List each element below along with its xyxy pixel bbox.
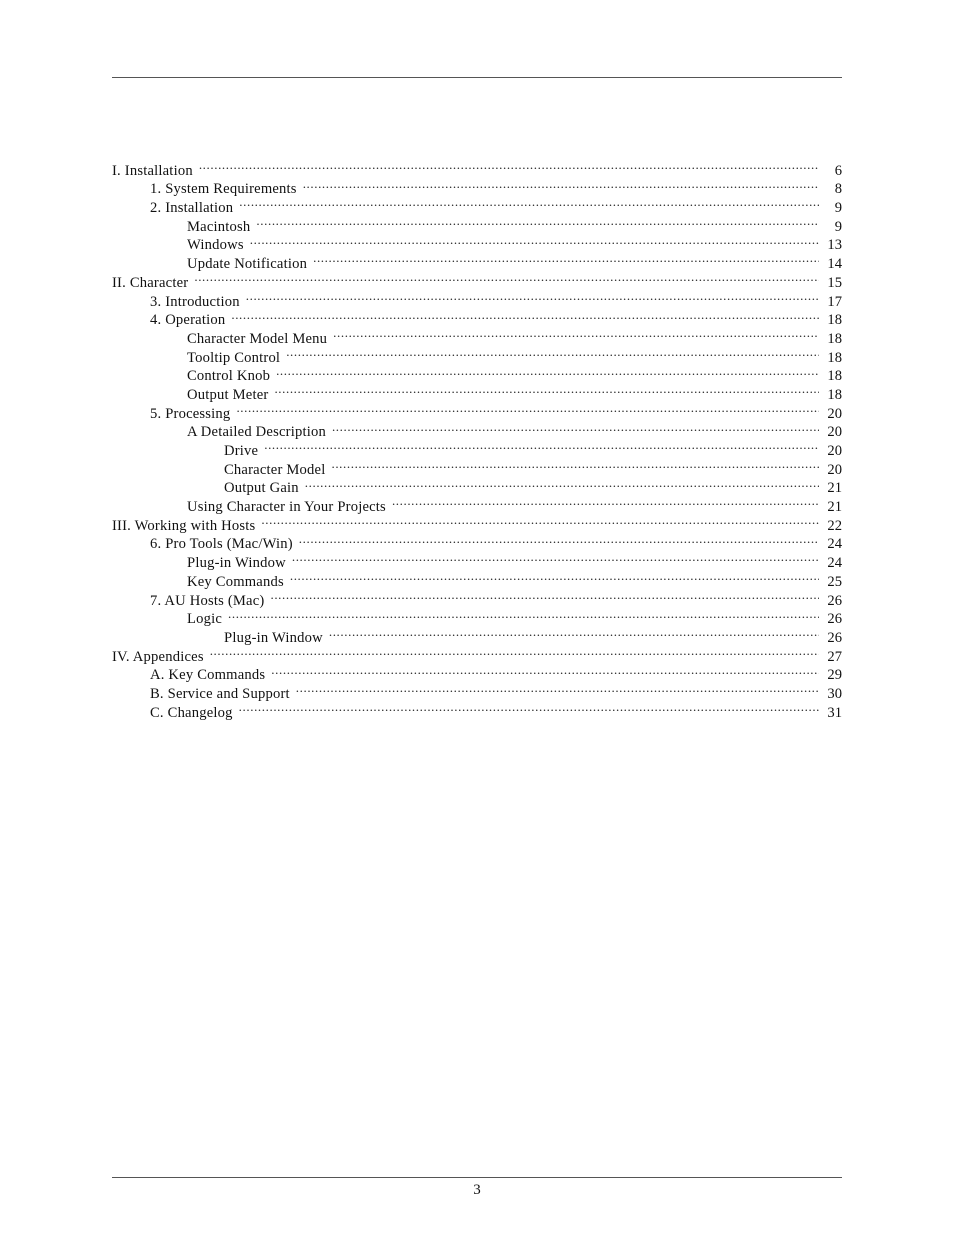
toc-dot-leader	[271, 661, 819, 680]
toc-entry-title: 3. Introduction	[150, 293, 240, 310]
toc-entry-page: 20	[827, 443, 842, 459]
toc-entry[interactable]	[112, 287, 842, 310]
toc-dot-leader	[236, 399, 819, 418]
toc-entry-page: 29	[827, 667, 842, 684]
toc-entry-title: 5. Processing	[150, 405, 231, 422]
toc-entry-title: A Detailed Description	[187, 424, 326, 441]
toc-entry-title: Windows	[187, 237, 244, 254]
toc-entry[interactable]	[112, 268, 842, 291]
toc-dot-leader	[296, 679, 819, 698]
toc-entry-title: Key Commands	[187, 573, 284, 590]
toc-dot-leader	[261, 511, 819, 530]
toc-entry-title: 7. AU Hosts (Mac)	[150, 592, 265, 609]
toc-entry-title: Using Character in Your Projects	[187, 499, 386, 516]
toc-entry[interactable]	[112, 642, 842, 665]
toc-dot-leader	[329, 623, 819, 642]
toc-entry[interactable]	[112, 156, 842, 179]
toc-entry-page: 20	[827, 461, 842, 478]
toc-entry-title: Tooltip Control	[187, 349, 281, 366]
toc-dot-leader	[292, 548, 819, 567]
toc-dot-leader	[210, 642, 819, 661]
toc-entry-title: Character Model Menu	[187, 330, 328, 347]
toc-dot-leader	[299, 530, 819, 549]
toc-dot-leader	[228, 605, 819, 624]
toc-dot-leader	[194, 268, 819, 287]
toc-entry-title: Drive	[224, 443, 259, 459]
toc-entry-page: 18	[827, 386, 842, 403]
toc-entry-page: 27	[827, 648, 842, 665]
toc-entry[interactable]	[112, 455, 842, 478]
toc-entry-title: 1. System Requirements	[150, 181, 297, 198]
toc-entry[interactable]	[112, 474, 842, 497]
toc-entry-page: 8	[834, 181, 842, 198]
header-rule	[112, 77, 842, 78]
toc-entry-title: Update Notification	[187, 256, 308, 273]
toc-dot-leader	[392, 492, 819, 511]
toc-entry-title: Logic	[187, 611, 223, 628]
toc-entry-page: 9	[834, 200, 842, 217]
toc-entry-page: 18	[827, 349, 842, 366]
toc-entry-title: Control Knob	[187, 368, 271, 385]
toc-entry-page: 30	[827, 685, 842, 702]
toc-entry-page: 9	[834, 218, 842, 235]
toc-entry[interactable]	[112, 175, 842, 198]
toc-entry-title: 6. Pro Tools (Mac/Win)	[150, 536, 293, 553]
toc-entry-title: Plug-in Window	[224, 629, 323, 646]
toc-dot-leader	[199, 156, 819, 175]
toc-entry-title: Output Meter	[187, 386, 269, 403]
toc-entry-page: 25	[827, 573, 842, 590]
toc-entry-title: II. Character	[112, 274, 189, 291]
toc-dot-leader	[246, 287, 819, 306]
toc-dot-leader	[270, 586, 819, 605]
toc-entry-page: 18	[827, 330, 842, 347]
toc-entry-page: 31	[827, 704, 842, 721]
toc-entry-page: 21	[827, 499, 842, 516]
toc-dot-leader	[331, 455, 819, 474]
toc-entry-title: B. Service and Support	[150, 685, 290, 702]
toc-entry-page: 26	[827, 611, 842, 628]
toc-dot-leader	[239, 193, 819, 212]
toc-dot-leader	[305, 474, 819, 493]
toc-dot-leader	[250, 231, 819, 250]
toc-entry-title: 2. Installation	[150, 200, 234, 217]
toc-dot-leader	[276, 362, 819, 381]
toc-dot-leader	[264, 436, 819, 455]
toc-dot-leader	[286, 343, 819, 362]
toc-dot-leader	[313, 249, 819, 268]
toc-entry-title: 4. Operation	[150, 312, 226, 329]
toc-entry-title: Plug-in Window	[187, 555, 286, 572]
toc-dot-leader	[303, 175, 819, 194]
toc-entry-title: C. Changelog	[150, 704, 233, 721]
toc-dot-leader	[290, 567, 819, 586]
toc-entry-page: 24	[827, 555, 842, 572]
toc-entry-title: IV. Appendices	[112, 648, 204, 665]
toc-entry[interactable]	[112, 661, 842, 684]
toc-entry-page: 20	[827, 424, 842, 441]
toc-entry[interactable]	[112, 492, 842, 516]
toc-entry-page: 21	[827, 480, 842, 497]
toc-entry-title: I. Installation	[112, 162, 193, 179]
table-of-contents	[112, 156, 842, 721]
toc-dot-leader	[239, 698, 819, 717]
toc-entry-page: 22	[827, 517, 842, 534]
toc-entry-page: 14	[827, 256, 842, 273]
page-number: 3	[473, 1182, 481, 1198]
toc-entry-page: 26	[827, 592, 842, 609]
toc-dot-leader	[256, 212, 819, 231]
footer-rule	[112, 1177, 842, 1178]
toc-entry-page: 18	[827, 312, 842, 329]
toc-entry-page: 6	[834, 162, 842, 179]
toc-entry-page: 18	[827, 368, 842, 385]
toc-entry-page: 20	[827, 405, 842, 422]
toc-entry-page: 17	[827, 293, 842, 310]
toc-entry-title: Macintosh	[187, 218, 251, 235]
toc-entry-title: Output Gain	[224, 480, 299, 497]
toc-dot-leader	[231, 306, 819, 325]
toc-dot-leader	[333, 324, 819, 343]
toc-dot-leader	[332, 418, 819, 437]
toc-entry-title: Character Model	[224, 461, 326, 478]
toc-entry-page: 15	[827, 274, 842, 291]
toc-entry-page: 13	[827, 237, 842, 254]
toc-dot-leader	[274, 380, 819, 399]
toc-entry-page: 24	[827, 536, 842, 553]
toc-entry-title: III. Working with Hosts	[112, 517, 256, 534]
toc-entry-page: 26	[827, 629, 842, 646]
toc-entry-title: A. Key Commands	[150, 667, 266, 684]
